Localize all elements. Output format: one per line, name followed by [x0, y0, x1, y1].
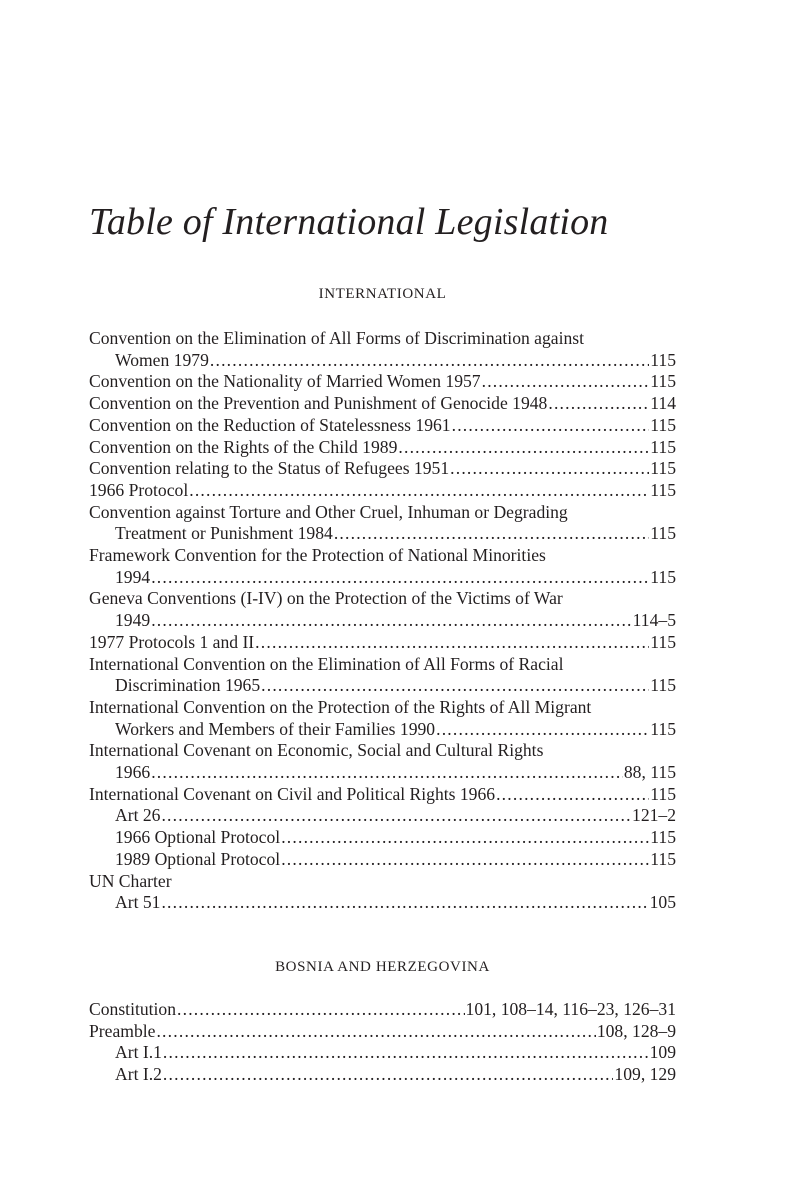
table-entry	[89, 1064, 676, 1086]
dot-leader	[452, 415, 650, 437]
dot-leader	[255, 632, 649, 654]
page-reference: 114	[650, 393, 676, 414]
page-reference: 108, 128–9	[596, 1020, 676, 1041]
entry-title: 1966 Protocol	[89, 479, 189, 500]
dot-leader	[151, 610, 631, 632]
entry-title: Preamble	[89, 1020, 156, 1041]
entry-title: 1966 Optional Protocol	[115, 827, 281, 848]
table-entry	[89, 393, 676, 415]
entry-title: UN Charter	[89, 870, 172, 891]
page-reference: 109, 129	[614, 1064, 676, 1085]
page-reference: 115	[650, 458, 676, 479]
entry-title: 1966	[115, 762, 151, 783]
table-entry	[89, 545, 676, 567]
page-reference: 101, 108–14, 116–23, 126–31	[465, 999, 676, 1019]
table-entry	[89, 480, 676, 502]
entry-title: 1989 Optional Protocol	[115, 848, 281, 869]
entry-title: Geneva Conventions (I-IV) on the Protection of the Victims of War	[89, 588, 563, 609]
dot-leader	[163, 1064, 614, 1086]
page-reference: 115	[650, 848, 676, 869]
entry-title: International Convention on the Protection of the Rights of All Migrant	[89, 696, 592, 717]
table-entry	[89, 567, 676, 589]
table-entry	[89, 654, 676, 676]
table-entry	[89, 805, 676, 827]
table-entry	[89, 762, 676, 784]
entry-title: Art I.1	[115, 1042, 162, 1063]
page-reference: 115	[650, 523, 676, 544]
entry-title: Constitution	[89, 999, 177, 1019]
entry-title: Art 51	[115, 892, 161, 913]
dot-leader	[210, 350, 649, 372]
page-reference: 115	[650, 827, 676, 848]
dot-leader	[261, 675, 649, 697]
table-entry	[89, 632, 676, 654]
table-entry	[89, 827, 676, 849]
entry-title: 1977 Protocols 1 and II	[89, 631, 255, 652]
table-entry	[89, 610, 676, 632]
table-entry	[89, 328, 676, 350]
entry-title: Art I.2	[115, 1064, 162, 1085]
entry-title: International Covenant on Economic, Social and Cultural Rights	[89, 740, 544, 761]
table-entry	[89, 371, 676, 393]
dot-leader	[163, 1042, 649, 1064]
table-entry	[89, 697, 676, 719]
dot-leader	[398, 437, 649, 459]
entry-title: Convention on the Nationality of Married Women 1957	[89, 371, 481, 392]
page-reference: 114–5	[632, 610, 676, 631]
table-entry	[89, 784, 676, 806]
dot-leader	[161, 892, 648, 914]
dot-leader	[334, 523, 649, 545]
table-entry	[89, 849, 676, 871]
page-reference: 115	[650, 631, 676, 652]
dot-leader	[151, 762, 623, 784]
dot-leader	[151, 567, 649, 589]
entry-title: Convention on the Reduction of Statelessness 1961	[89, 414, 451, 435]
entry-title: Art 26	[115, 805, 161, 826]
page-reference: 105	[649, 892, 676, 913]
table-entry	[89, 999, 676, 1021]
dot-leader	[450, 458, 649, 480]
dot-leader	[161, 805, 631, 827]
page-reference: 115	[650, 675, 676, 696]
table-entry	[89, 437, 676, 459]
table-entry	[89, 523, 676, 545]
entry-title: Framework Convention for the Protection of National Minorities	[89, 545, 546, 566]
entry-title: Convention on the Rights of the Child 1989	[89, 436, 398, 457]
entry-list-international	[89, 328, 676, 914]
table-entry	[89, 719, 676, 741]
dot-leader	[482, 371, 650, 393]
entry-title: Convention on the Elimination of All Forms of Discrimination against	[89, 328, 585, 348]
dot-leader	[436, 719, 649, 741]
section-heading-bosnia-and-herzegovina: BOSNIA AND HERZEGOVINA	[275, 959, 490, 975]
table-entry	[89, 415, 676, 437]
table-entry	[89, 350, 676, 372]
page-reference: 115	[650, 479, 676, 500]
dot-leader	[189, 480, 649, 502]
table-entry	[89, 675, 676, 697]
table-entry	[89, 1021, 676, 1043]
dot-leader	[281, 849, 649, 871]
entry-title: Discrimination 1965	[115, 675, 261, 696]
table-entry	[89, 740, 676, 762]
dot-leader	[281, 827, 649, 849]
table-entry	[89, 892, 676, 914]
entry-title: Women 1979	[115, 349, 209, 370]
page-reference: 121–2	[632, 805, 676, 826]
page-title: Table of International Legislation	[89, 201, 609, 243]
entry-title: International Convention on the Elimination of All Forms of Racial	[89, 653, 564, 674]
entry-title: 1949	[115, 610, 151, 631]
entry-title: Workers and Members of their Families 1990	[115, 718, 436, 739]
table-entry	[89, 1042, 676, 1064]
section-heading-international: INTERNATIONAL	[318, 286, 447, 302]
page-reference: 115	[650, 718, 676, 739]
page-reference: 115	[650, 349, 676, 370]
page-reference: 115	[650, 371, 676, 392]
entry-title: Treatment or Punishment 1984	[115, 523, 333, 544]
entry-list-bosnia-and-herzegovina	[89, 999, 676, 1086]
page-reference: 109	[649, 1042, 676, 1063]
table-entry	[89, 871, 676, 893]
page-reference: 115	[650, 566, 676, 587]
entry-title: 1994	[115, 566, 151, 587]
table-entry	[89, 588, 676, 610]
table-entry	[89, 458, 676, 480]
page-reference: 115	[650, 783, 676, 804]
entry-title: International Covenant on Civil and Political Rights 1966	[89, 783, 496, 804]
dot-leader	[156, 1021, 595, 1043]
dot-leader	[496, 784, 649, 806]
page-reference: 88, 115	[623, 762, 676, 783]
page-reference: 115	[650, 436, 676, 457]
entry-title: Convention relating to the Status of Refugees 1951	[89, 458, 450, 479]
dot-leader	[177, 999, 465, 1021]
dot-leader	[548, 393, 649, 415]
page-reference: 115	[650, 414, 676, 435]
table-entry	[89, 502, 676, 524]
entry-title: Convention against Torture and Other Cruel, Inhuman or Degrading	[89, 501, 568, 522]
entry-title: Convention on the Prevention and Punishment of Genocide 1948	[89, 393, 548, 414]
